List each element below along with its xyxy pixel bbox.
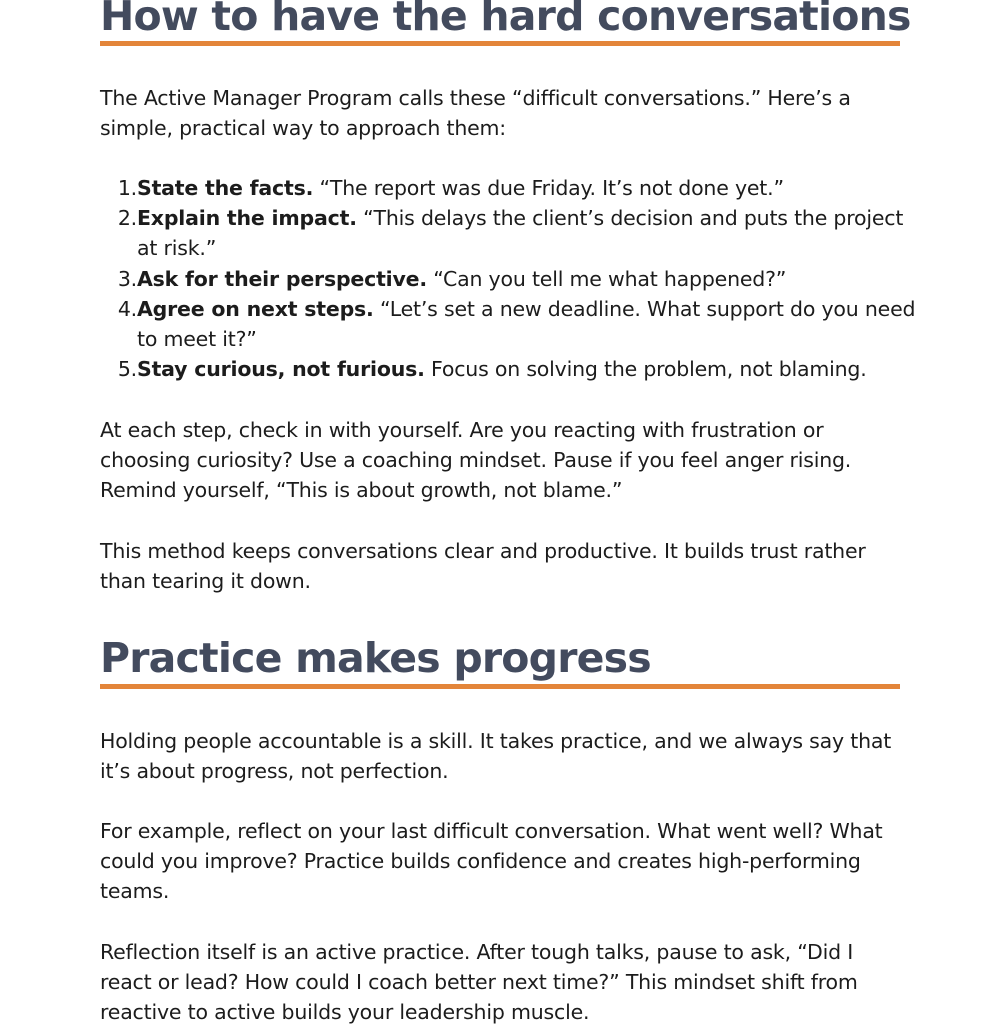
- list-item: [117, 354, 917, 384]
- step-text: Focus on solving the problem, not blaming.: [424, 357, 867, 382]
- check-in-paragraph: At each step, check in with yourself. Are you reacting with frustration or choosing curiosity? Use a coaching mindset. Pause if you feel anger rising. Remind yourself, “This is about growth, not blame.”: [100, 418, 852, 503]
- step-lead: Explain the impact.: [137, 206, 357, 231]
- method-paragraph: This method keeps conversations clear and productive. It builds trust rather than tearing it down.: [100, 539, 866, 594]
- body-paragraph: Holding people accountable is a skill. It takes practice, and we always say that it’s about progress, not perfection.: [100, 729, 892, 784]
- list-item: [117, 173, 917, 203]
- step-number: 3.: [117, 266, 137, 291]
- step-lead: Stay curious, not furious.: [137, 357, 425, 382]
- step-number: 1.: [117, 176, 137, 200]
- steps-list: [117, 173, 917, 384]
- step-number: 4.: [117, 296, 137, 321]
- section-heading-practice: Practice makes progress: [100, 634, 651, 682]
- step-text: “The report was due Friday. It’s not done yet.”: [313, 176, 784, 200]
- step-number: 2.: [117, 206, 137, 231]
- step-lead: State the facts.: [137, 176, 314, 200]
- section-heading-hard-conversations: How to have the hard conversations: [100, 0, 911, 40]
- step-lead: Ask for their perspective.: [137, 266, 427, 291]
- list-item: [117, 203, 917, 263]
- heading-underline: [100, 684, 900, 689]
- body-paragraph: For example, reflect on your last difficult conversation. What went well? What could you improve? Practice builds confidence and creates high-performing teams.: [100, 819, 883, 904]
- list-item: [117, 294, 917, 354]
- step-text: “Can you tell me what happened?”: [426, 266, 787, 291]
- step-text: “Let’s set a new deadline. What support do you need to meet it?”: [137, 296, 916, 352]
- body-paragraph: Reflection itself is an active practice. After tough talks, pause to ask, “Did I react or lead? How could I coach better next time?” This mindset shift from reactive to active builds your leadership muscle.: [100, 940, 858, 1025]
- heading-underline: [100, 41, 900, 46]
- list-item: [117, 264, 917, 294]
- intro-paragraph: The Active Manager Program calls these “difficult conversations.” Here’s a simple, practical way to approach them:: [100, 86, 851, 141]
- step-number: 5.: [117, 357, 137, 382]
- step-text: “This delays the client’s decision and puts the project at risk.”: [137, 206, 904, 261]
- step-lead: Agree on next steps.: [137, 296, 374, 321]
